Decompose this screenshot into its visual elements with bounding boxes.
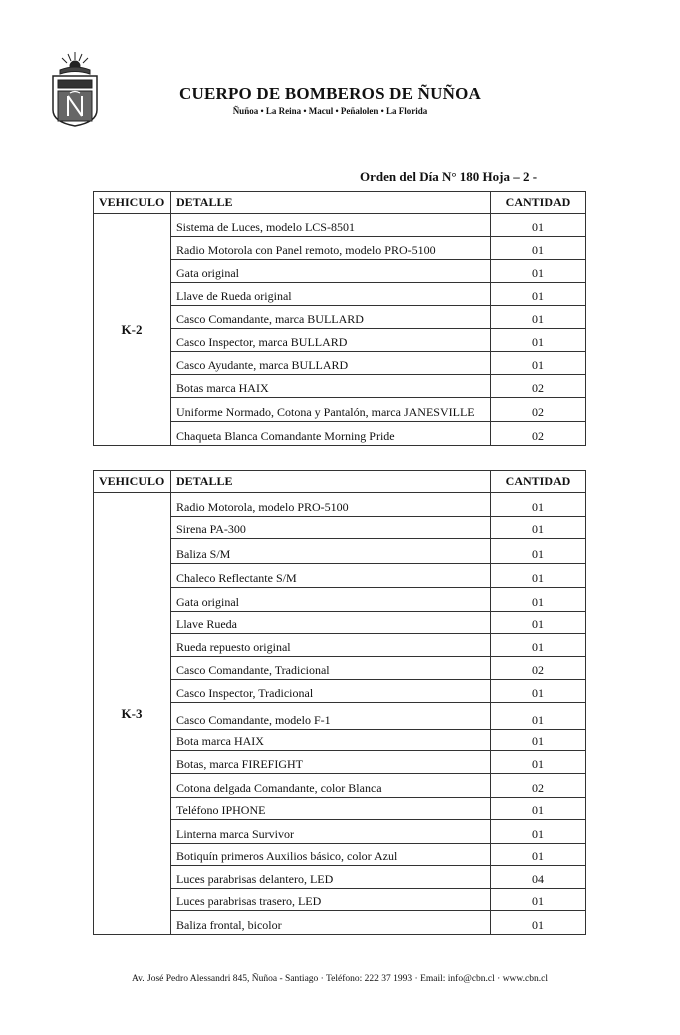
vehicle-table-k2: [93, 191, 586, 446]
item-detail: Sistema de Luces, modelo LCS-8501: [171, 214, 491, 237]
item-quantity: 01: [491, 517, 586, 539]
item-quantity: 01: [491, 751, 586, 774]
item-detail: Luces parabrisas trasero, LED: [171, 889, 491, 911]
item-quantity: 01: [491, 844, 586, 866]
table-row: [94, 493, 586, 517]
column-header-detail: DETALLE: [171, 471, 491, 493]
item-detail: Casco Ayudante, marca BULLARD: [171, 352, 491, 375]
item-quantity: 04: [491, 866, 586, 889]
item-quantity: 01: [491, 352, 586, 375]
item-quantity: 02: [491, 774, 586, 798]
item-quantity: 01: [491, 680, 586, 703]
table-row: [94, 214, 586, 237]
item-detail: Baliza frontal, bicolor: [171, 911, 491, 935]
item-detail: Teléfono IPHONE: [171, 798, 491, 820]
item-detail: Gata original: [171, 588, 491, 612]
item-detail: Uniforme Normado, Cotona y Pantalón, marca JANESVILLE: [171, 398, 491, 422]
item-detail: Botiquín primeros Auxilios básico, color Azul: [171, 844, 491, 866]
vehicle-table-k3: [93, 470, 586, 935]
item-detail: Llave Rueda: [171, 612, 491, 634]
item-quantity: 01: [491, 564, 586, 588]
item-quantity: 01: [491, 703, 586, 730]
organization-name: CUERPO DE BOMBEROS DE ÑUÑOA: [179, 84, 481, 103]
item-detail: Rueda repuesto original: [171, 634, 491, 657]
column-header-quantity: CANTIDAD: [491, 471, 586, 493]
column-header-vehicle: VEHICULO: [94, 192, 171, 214]
item-quantity: 01: [491, 911, 586, 935]
item-quantity: 01: [491, 493, 586, 517]
item-detail: Sirena PA-300: [171, 517, 491, 539]
item-detail: Chaleco Reflectante S/M: [171, 564, 491, 588]
item-detail: Botas marca HAIX: [171, 375, 491, 398]
column-header-vehicle: VEHICULO: [94, 471, 171, 493]
communes-line: Ñuñoa • La Reina • Macul • Peñalolen • La Florida: [232, 106, 428, 116]
item-detail: Luces parabrisas delantero, LED: [171, 866, 491, 889]
column-header-quantity: CANTIDAD: [491, 192, 586, 214]
item-detail: Casco Comandante, Tradicional: [171, 657, 491, 680]
item-detail: Radio Motorola con Panel remoto, modelo PRO-5100: [171, 237, 491, 260]
item-quantity: 02: [491, 657, 586, 680]
item-quantity: 01: [491, 730, 586, 751]
item-quantity: 01: [491, 283, 586, 306]
item-detail: Llave de Rueda original: [171, 283, 491, 306]
vehicle-code: K-3: [94, 493, 171, 935]
item-quantity: 02: [491, 398, 586, 422]
item-quantity: 01: [491, 889, 586, 911]
item-detail: Baliza S/M: [171, 539, 491, 564]
item-quantity: 02: [491, 375, 586, 398]
item-quantity: 01: [491, 260, 586, 283]
item-quantity: 01: [491, 612, 586, 634]
item-quantity: 01: [491, 798, 586, 820]
item-quantity: 01: [491, 237, 586, 260]
item-detail: Casco Comandante, marca BULLARD: [171, 306, 491, 329]
item-detail: Linterna marca Survivor: [171, 820, 491, 844]
item-detail: Casco Comandante, modelo F-1: [171, 703, 491, 730]
vehicle-code: K-2: [94, 214, 171, 446]
item-quantity: 02: [491, 422, 586, 446]
item-quantity: 01: [491, 329, 586, 352]
item-detail: Gata original: [171, 260, 491, 283]
item-detail: Casco Inspector, Tradicional: [171, 680, 491, 703]
item-detail: Botas, marca FIREFIGHT: [171, 751, 491, 774]
order-reference: Orden del Día N° 180 Hoja – 2 -: [360, 169, 538, 184]
item-detail: Chaqueta Blanca Comandante Morning Pride: [171, 422, 491, 446]
item-detail: Bota marca HAIX: [171, 730, 491, 751]
item-detail: Cotona delgada Comandante, color Blanca: [171, 774, 491, 798]
item-quantity: 01: [491, 306, 586, 329]
item-quantity: 01: [491, 820, 586, 844]
item-quantity: 01: [491, 214, 586, 237]
item-quantity: 01: [491, 539, 586, 564]
item-detail: Casco Inspector, marca BULLARD: [171, 329, 491, 352]
item-quantity: 01: [491, 588, 586, 612]
footer-address: Av. José Pedro Alessandri 845, Ñuñoa - Santiago · Teléfono: 222 37 1993 · Email: info@cbn.cl · www.cbn.cl: [132, 974, 548, 984]
column-header-detail: DETALLE: [171, 192, 491, 214]
item-detail: Radio Motorola, modelo PRO-5100: [171, 493, 491, 517]
fire-department-seal-icon: [50, 50, 100, 128]
item-quantity: 01: [491, 634, 586, 657]
